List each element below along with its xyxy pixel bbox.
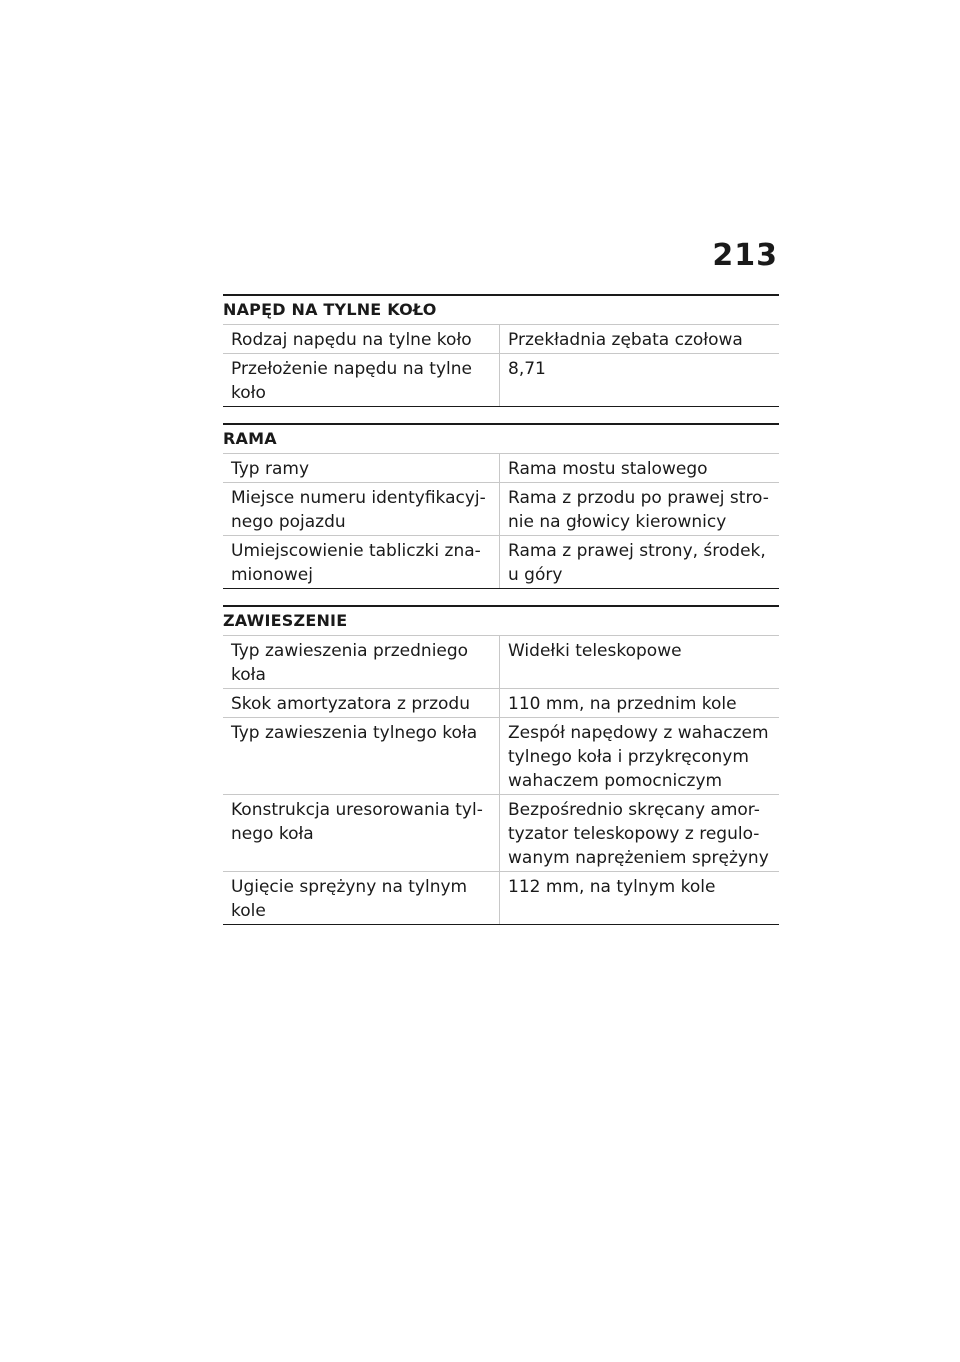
table-row xyxy=(223,536,779,589)
spec-value: 110 mm, na przednim kole xyxy=(500,689,780,718)
spec-key: Typ zawieszenia przedniego koła xyxy=(223,636,500,689)
spec-key: Miejsce numeru identyfikacyj-nego pojazdu xyxy=(223,483,500,536)
spec-value: Bezpośrednio skręcany amor-tyzator teleskopowy z regulo-wanym naprężeniem sprężyny xyxy=(500,795,780,872)
table-row xyxy=(223,689,779,718)
spec-key: Przełożenie napędu na tylne koło xyxy=(223,354,500,407)
spec-content xyxy=(223,294,779,941)
spec-value: Rama mostu stalowego xyxy=(500,454,780,483)
spec-key: Konstrukcja uresorowania tyl-nego koła xyxy=(223,795,500,872)
spec-key: Skok amortyzatora z przodu xyxy=(223,689,500,718)
section-suspension xyxy=(223,605,779,925)
table-row xyxy=(223,454,779,483)
spec-key: Umiejscowienie tabliczki zna-mionowej xyxy=(223,536,500,589)
spec-key: Rodzaj napędu na tylne koło xyxy=(223,325,500,354)
section-title: ZAWIESZENIE xyxy=(223,611,348,630)
spec-value: Rama z przodu po prawej stro-nie na głowicy kierownicy xyxy=(500,483,780,536)
spec-table xyxy=(223,453,779,589)
spec-table xyxy=(223,324,779,407)
table-row xyxy=(223,636,779,689)
page-number: 213 xyxy=(712,238,778,273)
section-frame xyxy=(223,423,779,589)
spec-value: Widełki teleskopowe xyxy=(500,636,780,689)
table-row xyxy=(223,872,779,925)
table-row xyxy=(223,795,779,872)
spec-value: Zespół napędowy z wahaczem tylnego koła i przykręconym wahaczem pomocniczym xyxy=(500,718,780,795)
spec-key: Typ zawieszenia tylnego koła xyxy=(223,718,500,795)
table-row xyxy=(223,718,779,795)
spec-value: Przekładnia zębata czołowa xyxy=(500,325,780,354)
spec-value: 8,71 xyxy=(500,354,780,407)
spec-key: Ugięcie sprężyny na tylnym kole xyxy=(223,872,500,925)
spec-value: 112 mm, na tylnym kole xyxy=(500,872,780,925)
section-title: RAMA xyxy=(223,429,277,448)
table-row xyxy=(223,483,779,536)
table-row xyxy=(223,325,779,354)
spec-value: Rama z prawej strony, środek, u góry xyxy=(500,536,780,589)
section-title: NAPĘD NA TYLNE KOŁO xyxy=(223,300,437,319)
table-row xyxy=(223,354,779,407)
spec-key: Typ ramy xyxy=(223,454,500,483)
spec-table xyxy=(223,635,779,925)
section-rear-wheel-drive xyxy=(223,294,779,407)
